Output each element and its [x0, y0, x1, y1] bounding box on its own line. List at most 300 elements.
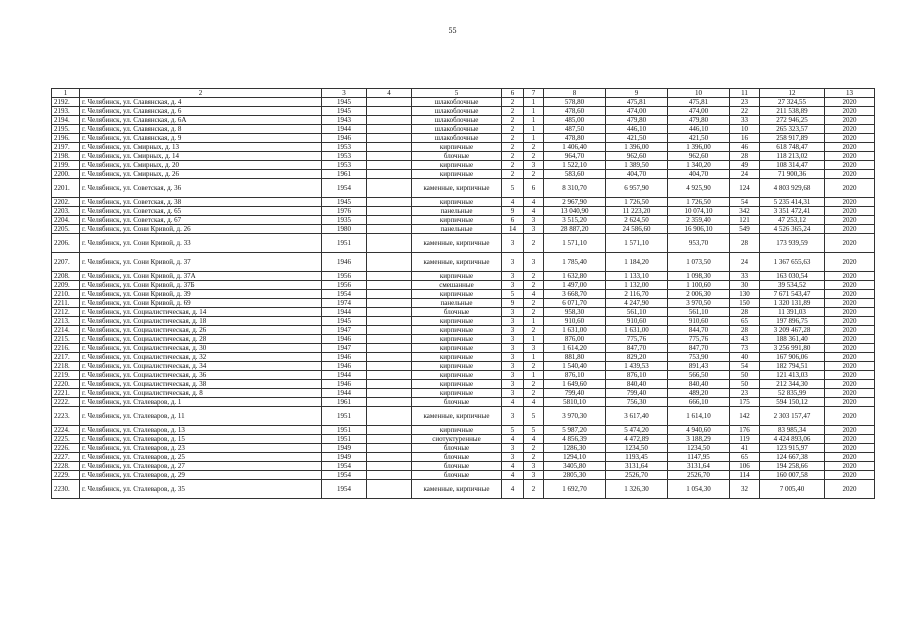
living-area-cell: 5 474,20	[606, 426, 668, 435]
living-area-cell: 4 472,89	[606, 435, 668, 444]
row-number: 2230.	[52, 480, 80, 499]
column-4-cell	[367, 362, 412, 371]
column-4-cell	[367, 471, 412, 480]
residential-area-cell: 1 054,30	[668, 480, 730, 499]
entrances-cell: 3	[524, 471, 544, 480]
living-area-cell: 1 396,00	[606, 143, 668, 152]
table-row	[52, 335, 875, 344]
plan-year-cell: 2020	[825, 116, 875, 125]
column-header-13: 13	[825, 89, 875, 98]
total-area-cell: 1 631,00	[544, 326, 606, 335]
address-cell: г. Челябинск, ул. Социалистическая, д. 38	[80, 380, 322, 389]
floors-cell: 4	[502, 198, 524, 207]
cost-cell: 265 323,57	[760, 125, 825, 134]
year-built-cell: 1945	[322, 317, 367, 326]
page-number: 55	[448, 26, 457, 35]
total-area-cell: 964,70	[544, 152, 606, 161]
plan-year-cell: 2020	[825, 272, 875, 281]
floors-cell: 2	[502, 98, 524, 107]
column-header-3: 3	[322, 89, 367, 98]
residential-area-cell: 847,70	[668, 344, 730, 353]
year-built-cell: 1944	[322, 371, 367, 380]
address-cell: г. Челябинск, ул. Сони Кривой, д. 37А	[80, 272, 322, 281]
cost-cell: 123 915,97	[760, 444, 825, 453]
floors-cell: 2	[502, 152, 524, 161]
column-4-cell	[367, 317, 412, 326]
table-row	[52, 480, 875, 499]
column-4-cell	[367, 161, 412, 170]
plan-year-cell: 2020	[825, 398, 875, 407]
residents-cell: 150	[730, 299, 760, 308]
column-4-cell	[367, 207, 412, 216]
year-built-cell: 1949	[322, 453, 367, 462]
row-number: 2193.	[52, 107, 80, 116]
total-area-cell: 910,60	[544, 317, 606, 326]
wall-material-cell: кирпичные	[412, 170, 502, 179]
plan-year-cell: 2020	[825, 371, 875, 380]
cost-cell: 47 253,12	[760, 216, 825, 225]
residential-area-cell: 474,00	[668, 107, 730, 116]
table-row	[52, 290, 875, 299]
residents-cell: 130	[730, 290, 760, 299]
table-row	[52, 317, 875, 326]
address-cell: г. Челябинск, ул. Сталеваров, д. 11	[80, 407, 322, 426]
year-built-cell: 1945	[322, 107, 367, 116]
total-area-cell: 799,40	[544, 389, 606, 398]
year-built-cell: 1976	[322, 207, 367, 216]
row-number: 2208.	[52, 272, 80, 281]
row-number: 2221.	[52, 389, 80, 398]
row-number: 2202.	[52, 198, 80, 207]
residential-area-cell: 666,10	[668, 398, 730, 407]
table-body	[52, 98, 875, 499]
row-number: 2227.	[52, 453, 80, 462]
table-row	[52, 353, 875, 362]
floors-cell: 2	[502, 125, 524, 134]
residential-area-cell: 561,10	[668, 308, 730, 317]
living-area-cell: 775,76	[606, 335, 668, 344]
cost-cell: 594 150,12	[760, 398, 825, 407]
address-cell: г. Челябинск, ул. Сони Кривой, д. 37	[80, 253, 322, 272]
wall-material-cell: смешанные	[412, 281, 502, 290]
table-row	[52, 170, 875, 179]
wall-material-cell: кирпичные	[412, 353, 502, 362]
row-number: 2223.	[52, 407, 80, 426]
table-row	[52, 299, 875, 308]
wall-material-cell: кирпичные	[412, 317, 502, 326]
column-4-cell	[367, 299, 412, 308]
plan-year-cell: 2020	[825, 281, 875, 290]
residents-cell: 549	[730, 225, 760, 234]
wall-material-cell: блочные	[412, 152, 502, 161]
wall-material-cell: кирпичные	[412, 362, 502, 371]
residents-cell: 119	[730, 435, 760, 444]
floors-cell: 3	[502, 317, 524, 326]
floors-cell: 3	[502, 308, 524, 317]
living-area-cell: 1 389,50	[606, 161, 668, 170]
address-cell: г. Челябинск, ул. Славянская, д. 6А	[80, 116, 322, 125]
living-area-cell: 2526,70	[606, 471, 668, 480]
floors-cell: 3	[502, 453, 524, 462]
living-area-cell: 847,70	[606, 344, 668, 353]
plan-year-cell: 2020	[825, 389, 875, 398]
year-built-cell: 1961	[322, 398, 367, 407]
residents-cell: 33	[730, 272, 760, 281]
living-area-cell: 2 624,50	[606, 216, 668, 225]
residents-cell: 106	[730, 462, 760, 471]
wall-material-cell: шлакоблочные	[412, 107, 502, 116]
year-built-cell: 1961	[322, 170, 367, 179]
year-built-cell: 1944	[322, 389, 367, 398]
floors-cell: 4	[502, 480, 524, 499]
row-number: 2229.	[52, 471, 80, 480]
column-header-11: 11	[730, 89, 760, 98]
row-number: 2209.	[52, 281, 80, 290]
residents-cell: 49	[730, 161, 760, 170]
floors-cell: 4	[502, 435, 524, 444]
living-area-cell: 799,40	[606, 389, 668, 398]
row-number: 2217.	[52, 353, 80, 362]
plan-year-cell: 2020	[825, 170, 875, 179]
living-area-cell: 479,80	[606, 116, 668, 125]
address-cell: г. Челябинск, ул. Сони Кривой, д. 69	[80, 299, 322, 308]
row-number: 2225.	[52, 435, 80, 444]
plan-year-cell: 2020	[825, 326, 875, 335]
year-built-cell: 1980	[322, 225, 367, 234]
table-row	[52, 116, 875, 125]
cost-cell: 194 258,66	[760, 462, 825, 471]
residents-cell: 23	[730, 389, 760, 398]
entrances-cell: 2	[524, 234, 544, 253]
table-row	[52, 362, 875, 371]
wall-material-cell: кирпичные	[412, 143, 502, 152]
residents-cell: 124	[730, 179, 760, 198]
total-area-cell: 1 497,00	[544, 281, 606, 290]
entrances-cell: 3	[524, 225, 544, 234]
total-area-cell: 13 040,90	[544, 207, 606, 216]
wall-material-cell: панельные	[412, 225, 502, 234]
column-header-7: 7	[524, 89, 544, 98]
residents-cell: 23	[730, 98, 760, 107]
cost-cell: 124 667,38	[760, 453, 825, 462]
table-row	[52, 143, 875, 152]
floors-cell: 3	[502, 389, 524, 398]
year-built-cell: 1951	[322, 407, 367, 426]
living-area-cell: 421,50	[606, 134, 668, 143]
year-built-cell: 1974	[322, 299, 367, 308]
residential-area-cell: 953,70	[668, 234, 730, 253]
living-area-cell: 1 726,50	[606, 198, 668, 207]
plan-year-cell: 2020	[825, 161, 875, 170]
row-number: 2200.	[52, 170, 80, 179]
plan-year-cell: 2020	[825, 444, 875, 453]
residential-area-cell: 421,50	[668, 134, 730, 143]
plan-year-cell: 2020	[825, 216, 875, 225]
total-area-cell: 478,80	[544, 134, 606, 143]
column-4-cell	[367, 272, 412, 281]
residential-area-cell: 1 396,00	[668, 143, 730, 152]
living-area-cell: 1 132,00	[606, 281, 668, 290]
floors-cell: 3	[502, 380, 524, 389]
entrances-cell: 5	[524, 426, 544, 435]
row-number: 2211.	[52, 299, 80, 308]
residential-area-cell: 3 188,29	[668, 435, 730, 444]
residential-area-cell: 4 940,60	[668, 426, 730, 435]
address-cell: г. Челябинск, ул. Советская, д. 65	[80, 207, 322, 216]
total-area-cell: 3 970,30	[544, 407, 606, 426]
wall-material-cell: блочные	[412, 444, 502, 453]
residents-cell: 121	[730, 216, 760, 225]
entrances-cell: 2	[524, 444, 544, 453]
year-built-cell: 1951	[322, 426, 367, 435]
floors-cell: 3	[502, 344, 524, 353]
residents-cell: 54	[730, 198, 760, 207]
plan-year-cell: 2020	[825, 407, 875, 426]
residents-cell: 54	[730, 362, 760, 371]
floors-cell: 3	[502, 253, 524, 272]
living-area-cell: 475,81	[606, 98, 668, 107]
column-header-4: 4	[367, 89, 412, 98]
address-cell: г. Челябинск, ул. Славянская, д. 6	[80, 107, 322, 116]
plan-year-cell: 2020	[825, 317, 875, 326]
residents-cell: 175	[730, 398, 760, 407]
column-header-12: 12	[760, 89, 825, 98]
entrances-cell: 3	[524, 161, 544, 170]
total-area-cell: 1 785,40	[544, 253, 606, 272]
plan-year-cell: 2020	[825, 125, 875, 134]
wall-material-cell: блочные	[412, 308, 502, 317]
residential-area-cell: 1 726,50	[668, 198, 730, 207]
plan-year-cell: 2020	[825, 143, 875, 152]
year-built-cell: 1944	[322, 308, 367, 317]
floors-cell: 9	[502, 207, 524, 216]
year-built-cell: 1949	[322, 444, 367, 453]
column-4-cell	[367, 198, 412, 207]
cost-cell: 121 413,03	[760, 371, 825, 380]
column-4-cell	[367, 170, 412, 179]
wall-material-cell: кирпичные	[412, 161, 502, 170]
residential-area-cell: 10 074,10	[668, 207, 730, 216]
entrances-cell: 2	[524, 380, 544, 389]
residential-area-cell: 2526,70	[668, 471, 730, 480]
residents-cell: 24	[730, 170, 760, 179]
row-number: 2195.	[52, 125, 80, 134]
living-area-cell: 840,40	[606, 380, 668, 389]
residential-area-cell: 1 614,10	[668, 407, 730, 426]
column-4-cell	[367, 326, 412, 335]
total-area-cell: 6 071,70	[544, 299, 606, 308]
wall-material-cell: каменные, кирпичные	[412, 253, 502, 272]
address-cell: г. Челябинск, ул. Социалистическая, д. 26	[80, 326, 322, 335]
plan-year-cell: 2020	[825, 426, 875, 435]
cost-cell: 3 209 467,28	[760, 326, 825, 335]
living-area-cell: 3131,64	[606, 462, 668, 471]
wall-material-cell: блочные	[412, 471, 502, 480]
table-row	[52, 98, 875, 107]
row-number: 2210.	[52, 290, 80, 299]
address-cell: г. Челябинск, ул. Социалистическая, д. 34	[80, 362, 322, 371]
wall-material-cell: блочные	[412, 453, 502, 462]
floors-cell: 2	[502, 134, 524, 143]
row-number: 2197.	[52, 143, 80, 152]
cost-cell: 83 985,34	[760, 426, 825, 435]
wall-material-cell: шлакоблочные	[412, 116, 502, 125]
row-number: 2220.	[52, 380, 80, 389]
wall-material-cell: шлакоблочные	[412, 98, 502, 107]
address-cell: г. Челябинск, ул. Сталеваров, д. 25	[80, 453, 322, 462]
residential-area-cell: 479,80	[668, 116, 730, 125]
table-row	[52, 471, 875, 480]
residents-cell: 50	[730, 380, 760, 389]
residents-cell: 28	[730, 326, 760, 335]
plan-year-cell: 2020	[825, 435, 875, 444]
entrances-cell: 3	[524, 462, 544, 471]
total-area-cell: 958,30	[544, 308, 606, 317]
residential-area-cell: 962,60	[668, 152, 730, 161]
year-built-cell: 1953	[322, 161, 367, 170]
row-number: 2212.	[52, 308, 80, 317]
address-cell: г. Челябинск, ул. Сони Кривой, д. 39	[80, 290, 322, 299]
column-header-2: 2	[80, 89, 322, 98]
year-built-cell: 1953	[322, 143, 367, 152]
living-area-cell: 1 631,00	[606, 326, 668, 335]
row-number: 2226.	[52, 444, 80, 453]
column-4-cell	[367, 389, 412, 398]
living-area-cell: 4 247,90	[606, 299, 668, 308]
year-built-cell: 1954	[322, 462, 367, 471]
column-header-8: 8	[544, 89, 606, 98]
entrances-cell: 2	[524, 326, 544, 335]
year-built-cell: 1943	[322, 116, 367, 125]
table-row	[52, 125, 875, 134]
year-built-cell: 1946	[322, 253, 367, 272]
wall-material-cell: каменные, кирпичные	[412, 407, 502, 426]
plan-year-cell: 2020	[825, 234, 875, 253]
residents-cell: 65	[730, 453, 760, 462]
residents-cell: 28	[730, 234, 760, 253]
floors-cell: 3	[502, 362, 524, 371]
plan-year-cell: 2020	[825, 462, 875, 471]
wall-material-cell: кирпичные	[412, 371, 502, 380]
table-row	[52, 253, 875, 272]
living-area-cell: 24 586,60	[606, 225, 668, 234]
wall-material-cell: шлакоблочные	[412, 134, 502, 143]
column-4-cell	[367, 179, 412, 198]
floors-cell: 5	[502, 179, 524, 198]
wall-material-cell: каменные, кирпичные	[412, 179, 502, 198]
wall-material-cell: кирпичные	[412, 380, 502, 389]
address-cell: г. Челябинск, ул. Сони Кривой, д. 37Б	[80, 281, 322, 290]
living-area-cell: 3 617,40	[606, 407, 668, 426]
floors-cell: 4	[502, 471, 524, 480]
total-area-cell: 3405,80	[544, 462, 606, 471]
residential-area-cell: 2 359,40	[668, 216, 730, 225]
plan-year-cell: 2020	[825, 353, 875, 362]
address-cell: г. Челябинск, ул. Сталеваров, д. 23	[80, 444, 322, 453]
living-area-cell: 446,10	[606, 125, 668, 134]
address-cell: г. Челябинск, ул. Сталеваров, д. 29	[80, 471, 322, 480]
column-4-cell	[367, 435, 412, 444]
total-area-cell: 2805,30	[544, 471, 606, 480]
entrances-cell: 1	[524, 371, 544, 380]
entrances-cell: 6	[524, 179, 544, 198]
cost-cell: 211 538,89	[760, 107, 825, 116]
residents-cell: 50	[730, 371, 760, 380]
year-built-cell: 1946	[322, 134, 367, 143]
floors-cell: 6	[502, 216, 524, 225]
living-area-cell: 876,10	[606, 371, 668, 380]
column-4-cell	[367, 462, 412, 471]
wall-material-cell: кирпичные	[412, 335, 502, 344]
living-area-cell: 1 133,10	[606, 272, 668, 281]
total-area-cell: 3 515,20	[544, 216, 606, 225]
total-area-cell: 3 668,70	[544, 290, 606, 299]
wall-material-cell: кирпичные	[412, 344, 502, 353]
column-4-cell	[367, 407, 412, 426]
wall-material-cell: кирпичные	[412, 216, 502, 225]
wall-material-cell: панельные	[412, 299, 502, 308]
total-area-cell: 1 649,60	[544, 380, 606, 389]
residents-cell: 46	[730, 143, 760, 152]
residents-cell: 43	[730, 335, 760, 344]
cost-cell: 27 324,55	[760, 98, 825, 107]
column-4-cell	[367, 444, 412, 453]
living-area-cell: 1 571,10	[606, 234, 668, 253]
residents-cell: 65	[730, 317, 760, 326]
row-number: 2203.	[52, 207, 80, 216]
entrances-cell: 4	[524, 398, 544, 407]
address-cell: г. Челябинск, ул. Советская, д. 36	[80, 179, 322, 198]
entrances-cell: 1	[524, 107, 544, 116]
residential-area-cell: 891,43	[668, 362, 730, 371]
living-area-cell: 829,20	[606, 353, 668, 362]
cost-cell: 1 367 655,63	[760, 253, 825, 272]
column-header-6: 6	[502, 89, 524, 98]
living-area-cell: 1 326,30	[606, 480, 668, 499]
table-row	[52, 407, 875, 426]
table-row	[52, 281, 875, 290]
entrances-cell: 1	[524, 353, 544, 362]
residential-area-cell: 404,70	[668, 170, 730, 179]
year-built-cell: 1935	[322, 216, 367, 225]
cost-cell: 7 671 543,47	[760, 290, 825, 299]
table-row	[52, 453, 875, 462]
entrances-cell: 1	[524, 335, 544, 344]
plan-year-cell: 2020	[825, 253, 875, 272]
row-number: 2207.	[52, 253, 80, 272]
table-row	[52, 444, 875, 453]
total-area-cell: 8 310,70	[544, 179, 606, 198]
residents-cell: 16	[730, 134, 760, 143]
row-number: 2228.	[52, 462, 80, 471]
table-row	[52, 371, 875, 380]
year-built-cell: 1956	[322, 281, 367, 290]
column-header-1: 1	[52, 89, 80, 98]
address-cell: г. Челябинск, ул. Социалистическая, д. 14	[80, 308, 322, 317]
total-area-cell: 1 571,10	[544, 234, 606, 253]
column-4-cell	[367, 234, 412, 253]
floors-cell: 3	[502, 444, 524, 453]
plan-year-cell: 2020	[825, 480, 875, 499]
column-header-5: 5	[412, 89, 502, 98]
living-area-cell: 1 184,20	[606, 253, 668, 272]
plan-year-cell: 2020	[825, 134, 875, 143]
address-cell: г. Челябинск, ул. Социалистическая, д. 28	[80, 335, 322, 344]
year-built-cell: 1951	[322, 435, 367, 444]
column-4-cell	[367, 98, 412, 107]
table-row	[52, 435, 875, 444]
residential-area-cell: 775,76	[668, 335, 730, 344]
